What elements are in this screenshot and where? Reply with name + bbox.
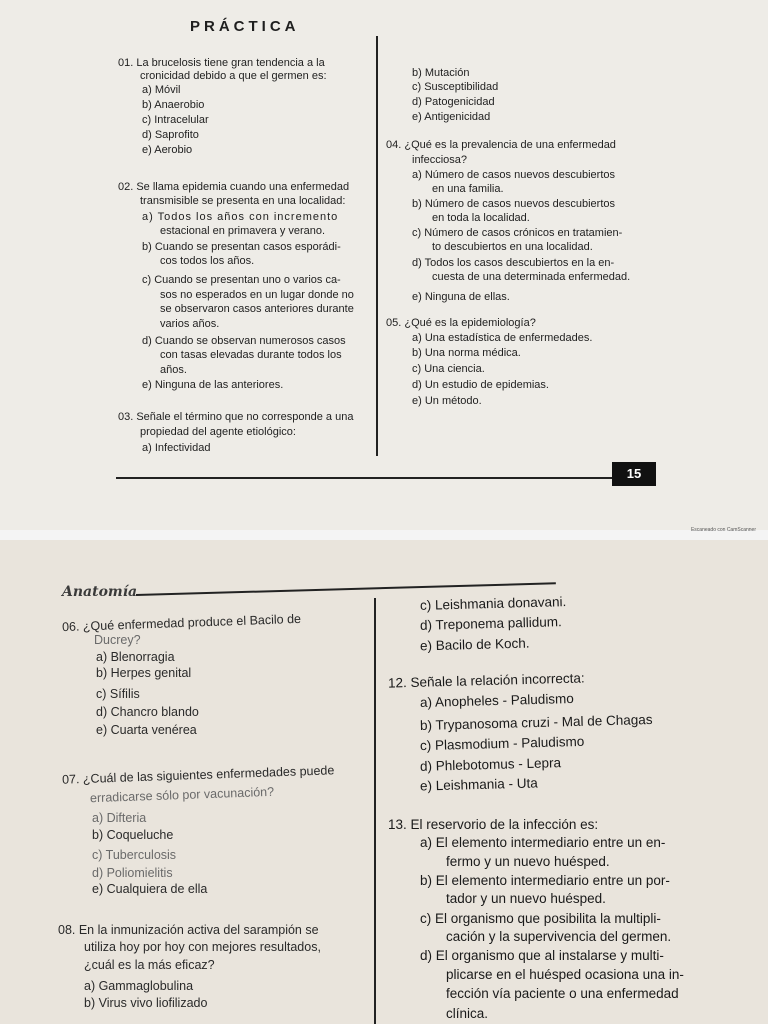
question-13-option: b) El elemento intermediario entre un por- (420, 873, 670, 888)
question-07-option: a) Difteria (92, 811, 147, 825)
question-04-option: cuesta de una determinada enfermedad. (432, 271, 631, 283)
question-13-option: clínica. (446, 1006, 489, 1021)
question-02-option: años. (160, 364, 187, 376)
question-13-option: cación y la supervivencia del germen. (446, 929, 672, 944)
question-07-option: b) Coqueluche (92, 828, 174, 842)
question-02-option: c) Cuando se presentan uno o varios ca- (142, 274, 341, 286)
question-06-option: c) Sífilis (96, 687, 140, 701)
page-title: PRÁCTICA (190, 18, 300, 35)
question-05-option: e) Un método. (412, 395, 482, 407)
question-03-option: c) Susceptibilidad (412, 81, 499, 93)
question-04-option: e) Ninguna de ellas. (412, 291, 510, 303)
question-13-option: d) El organismo que al instalarse y multi- (420, 948, 664, 963)
question-13-option: a) El elemento intermediario entre un en- (420, 835, 666, 850)
question-05-line: 05. ¿Qué es la epidemiología? (386, 317, 536, 329)
question-07-option: e) Cualquiera de ella (92, 882, 208, 896)
question-02-option: se observaron casos anteriores durante (160, 303, 354, 315)
question-04-option: c) Número de casos crónicos en tratamien- (412, 227, 623, 239)
question-12-option: d) Phlebotomus - Lepra (419, 755, 562, 774)
question-06-option: b) Herpes genital (96, 666, 192, 680)
question-05-option: a) Una estadística de enfermedades. (412, 332, 593, 344)
question-02-option: b) Cuando se presentan casos esporádi- (142, 241, 341, 253)
section-rule (136, 582, 556, 595)
question-11-option: e) Bacilo de Koch. (419, 635, 530, 654)
question-02-option: estacional en primavera y verano. (160, 225, 326, 237)
question-07-line: erradicarse sólo por vacunación? (89, 784, 275, 806)
question-01-option: a) Móvil (142, 84, 181, 96)
question-04-option: a) Número de casos nuevos descubiertos (412, 169, 615, 181)
question-01-option: d) Saprofito (142, 129, 199, 141)
question-06-option: d) Chancro blando (96, 705, 199, 719)
question-04-line: 04. ¿Qué es la prevalencia de una enfermedad (386, 139, 616, 151)
question-03-option: b) Mutación (412, 67, 470, 79)
page-gap (0, 530, 768, 540)
question-02-option: e) Ninguna de las anteriores. (142, 379, 284, 391)
question-11-option: c) Leishmania donavani. (419, 594, 567, 613)
question-03-option: e) Antigenicidad (412, 111, 491, 123)
question-04-option: b) Número de casos nuevos descubiertos (412, 198, 615, 210)
question-06-line: Ducrey? (94, 633, 141, 647)
question-12-option: c) Plasmodium - Paludismo (419, 733, 585, 754)
question-13-line: 13. El reservorio de la infección es: (388, 817, 599, 832)
question-13-option: fección vía paciente o una enfermedad (446, 986, 679, 1001)
question-02-option: con tasas elevadas durante todos los (160, 349, 342, 361)
question-08-line: utiliza hoy por hoy con mejores resultados, (84, 940, 321, 954)
question-01-option: b) Anaerobio (142, 99, 205, 111)
question-12-line: 12. Señale la relación incorrecta: (387, 670, 585, 691)
question-06-option: e) Cuarta venérea (96, 723, 197, 737)
question-02-option: varios años. (160, 318, 220, 330)
question-11-option: d) Treponema pallidum. (419, 614, 563, 633)
question-05-option: d) Un estudio de epidemias. (412, 379, 549, 391)
question-08-line: 08. En la inmunización activa del sarampión se (58, 923, 319, 937)
question-03-line: propiedad del agente etiológico: (140, 426, 296, 438)
question-03-line: 03. Señale el término que no corresponde a una (118, 411, 354, 423)
question-13-option: tador y un nuevo huésped. (446, 891, 606, 906)
question-03-option: a) Infectividad (142, 442, 211, 454)
question-07-option: c) Tuberculosis (92, 848, 177, 862)
question-13-option: plicarse en el huésped ocasiona una in- (446, 967, 684, 982)
question-04-line: infecciosa? (412, 154, 468, 166)
question-07-line: 07. ¿Cuál de las siguientes enfermedades puede (61, 763, 335, 787)
question-01-line: 01. La brucelosis tiene gran tendencia a la (118, 57, 325, 69)
question-01-line: cronicidad debido a que el germen es: (140, 70, 327, 82)
question-03-option: d) Patogenicidad (412, 96, 495, 108)
question-08-line: ¿cuál es la más eficaz? (84, 958, 215, 972)
question-02-line: transmisible se presenta en una localidad: (140, 195, 346, 207)
question-02-option: cos todos los años. (160, 255, 255, 267)
bottom-page (0, 540, 768, 1024)
scanner-watermark: Escaneado con CamScanner (690, 527, 756, 533)
question-08-option: b) Virus vivo liofilizado (84, 996, 208, 1010)
question-12-option: e) Leishmania - Uta (419, 775, 538, 794)
column-divider (376, 36, 378, 456)
page-number: 15 (612, 462, 656, 486)
question-13-option: c) El organismo que posibilita la multipli- (420, 911, 661, 926)
question-12-option: a) Anopheles - Paludismo (419, 690, 575, 711)
section-header: Anatomía (62, 584, 138, 600)
question-13-option: fermo y un nuevo huésped. (446, 854, 610, 869)
question-02-line: 02. Se llama epidemia cuando una enfermedad (118, 181, 350, 193)
question-01-option: e) Aerobio (142, 144, 193, 156)
question-12-option: b) Trypanosoma cruzi - Mal de Chagas (419, 711, 653, 734)
question-04-option: en una familia. (432, 183, 504, 195)
question-02-option: sos no esperados en un lugar donde no (160, 289, 354, 301)
question-01-option: c) Intracelular (142, 114, 209, 126)
question-02-option: d) Cuando se observan numerosos casos (142, 335, 346, 347)
question-05-option: c) Una ciencia. (412, 363, 485, 375)
footer-rule (116, 477, 612, 479)
question-04-option: to descubiertos en una localidad. (432, 241, 593, 253)
question-07-option: d) Poliomielitis (92, 866, 173, 880)
question-04-option: en toda la localidad. (432, 212, 530, 224)
column-divider (374, 598, 376, 1024)
question-06-option: a) Blenorragia (96, 650, 175, 664)
question-06-line: 06. ¿Qué enfermedad produce el Bacilo de (61, 611, 302, 635)
question-05-option: b) Una norma médica. (412, 347, 521, 359)
question-04-option: d) Todos los casos descubiertos en la en- (412, 257, 615, 269)
question-08-option: a) Gammaglobulina (84, 979, 194, 993)
question-02-option: a) Todos los años con incremento (142, 211, 339, 223)
